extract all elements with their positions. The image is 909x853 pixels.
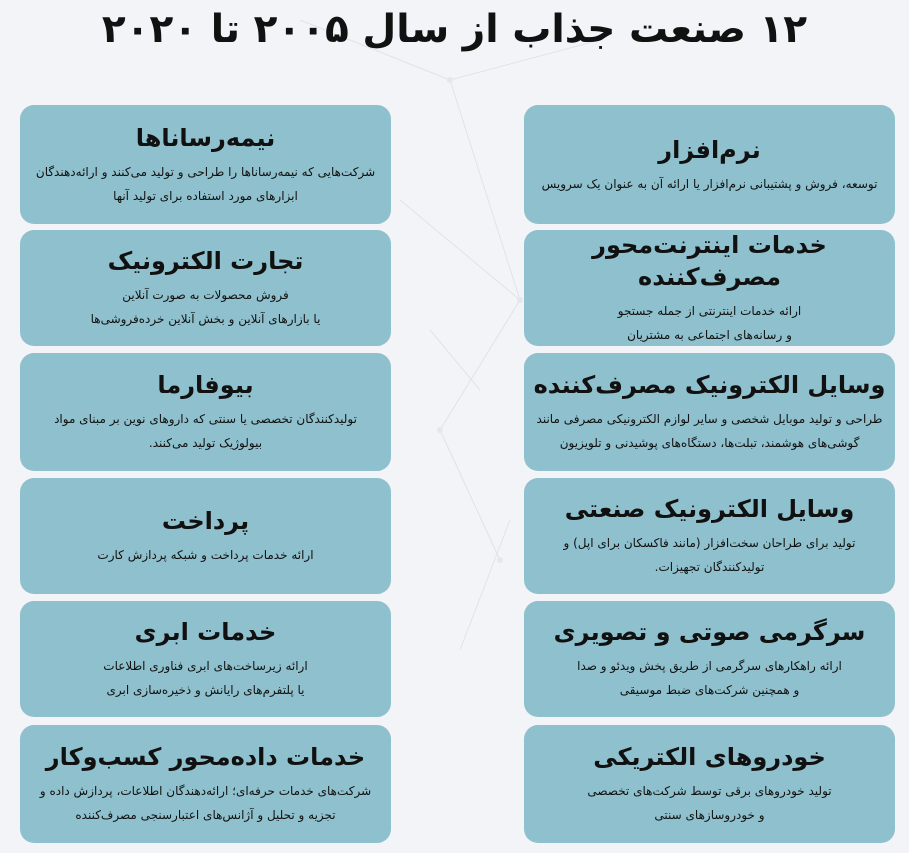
card-title: پرداخت — [161, 507, 250, 535]
industry-card-payments — [20, 478, 391, 594]
card-title: خدمات ابری — [134, 618, 277, 646]
card-title: خودروهای الکتریکی — [593, 743, 826, 771]
industry-card-industrial-electronics — [524, 478, 895, 594]
card-description: شرکت‌هایی که نیمه‌رساناها را طراحی و تولید می‌کنند و ارائه‌دهندگان ابزارهای مورد استفاده برای تولید آنها — [35, 164, 376, 203]
card-description: توسعه، فروش و پشتیبانی نرم‌افزار یا ارائه آن به عنوان یک سرویس — [541, 176, 878, 191]
card-title: نرم‌افزار — [658, 135, 761, 164]
card-description: شرکت‌های خدمات حرفه‌ای؛ ارائه‌دهندگان اطلاعات، پردازش داده و تجزیه و تحلیل و آژانس‌های اعتبارسنجی مصرف‌کننده — [39, 784, 372, 822]
card-description: ارائه زیرساخت‌های ابری فناوری اطلاعات یا پلتفرم‌های رایانش و ذخیره‌سازی ابری — [103, 659, 308, 697]
industry-card-electric-vehicles — [524, 725, 895, 843]
card-title: تجارت الکترونیک — [107, 247, 304, 275]
industry-card-data-driven-business-services — [20, 725, 391, 843]
card-title: وسایل الکترونیک مصرف‌کننده — [533, 371, 886, 399]
industry-card-cloud-services — [20, 601, 391, 717]
card-description: ارائه خدمات پرداخت و شبکه پردازش کارت — [97, 548, 314, 562]
card-title: وسایل الکترونیک صنعتی — [564, 495, 855, 523]
card-title: نیمه‌رسانا‌ها — [135, 123, 276, 152]
card-description: ارائه راهکارهای سرگرمی از طریق پخش ویدئو و صدا و همچنین شرکت‌های ضبط موسیقی — [577, 659, 842, 697]
page-title: ۱۲ صنعت جذاب از سال ۲۰۰۵ تا ۲۰۲۰ — [101, 7, 808, 52]
card-title: خدمات اینترنت‌محور مصرف‌کننده — [592, 231, 827, 291]
card-description: طراحی و تولید موبایل شخصی و سایر لوازم الکترونیکی مصرفی مانند گوشی‌های هوشمند، تبلت‌ها، دستگاه‌های پوشیدنی و تلویزیون — [536, 412, 883, 450]
card-description: ارائه خدمات اینترنتی از جمله جستجو و رسانه‌های اجتماعی به مشتریان — [617, 304, 802, 342]
card-title: خدمات داده‌محور کسب‌وکار — [45, 743, 366, 771]
industry-card-software — [524, 105, 895, 224]
card-title: سرگرمی صوتی و تصویری — [553, 618, 866, 646]
card-description: تولید خودروهای برقی توسط شرکت‌های تخصصی و خودروسازهای سنتی — [587, 784, 832, 822]
industry-card-biopharma — [20, 353, 391, 471]
industry-card-e-commerce — [20, 230, 391, 346]
card-description: فروش محصولات به صورت آنلاین یا بازارهای آنلاین و بخش آنلاین خرده‌فروشی‌ها — [90, 288, 321, 326]
industry-card-consumer-electronics — [524, 353, 895, 471]
industry-card-semiconductors — [20, 105, 391, 224]
industry-card-audio-video-entertainment — [524, 601, 895, 717]
card-description: تولیدکنندگان تخصصی یا سنتی که داروهای نوین بر مبنای مواد بیولوژیک تولید می‌کنند. — [54, 412, 357, 450]
card-title: بیوفارما — [157, 371, 254, 399]
card-description: تولید برای طراحان سخت‌افزار (مانند فاکسکان برای اپل) و تولیدکنندگان تجهیزات. — [563, 536, 856, 574]
industry-card-consumer-internet — [524, 230, 895, 346]
